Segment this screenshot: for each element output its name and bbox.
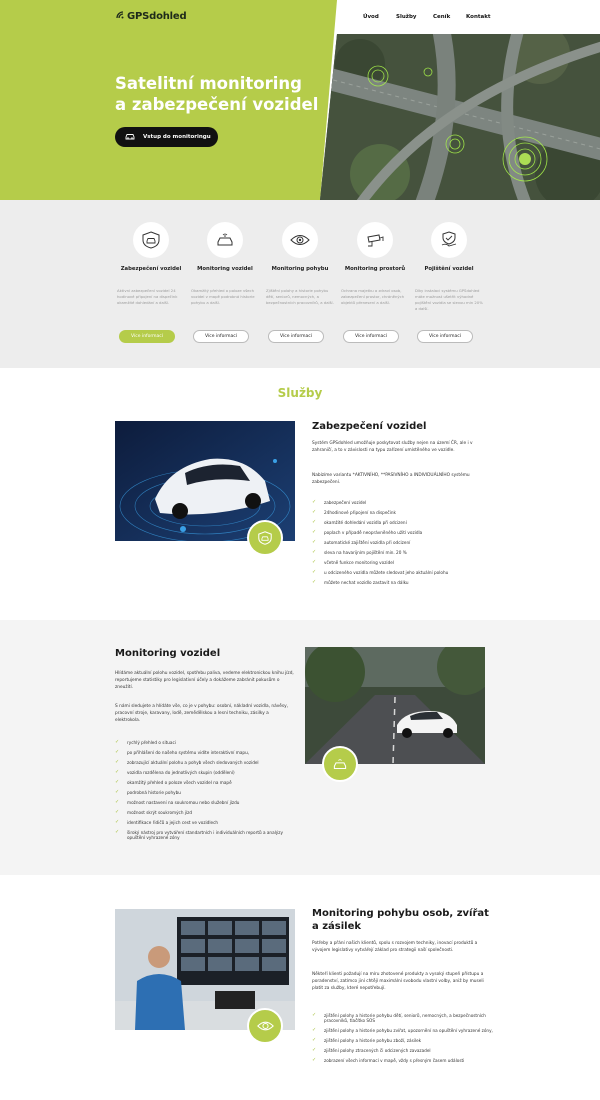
list-item: ✓ včetně funkce monitoring vozidel — [312, 559, 394, 565]
check-icon: ✓ — [115, 779, 120, 785]
check-icon: ✓ — [312, 1057, 317, 1063]
check-icon: ✓ — [115, 739, 120, 745]
feature-card-monitoring-prostoru: Monitoring prostorů Ochrana majetku a zdraví osob, zabezpečení prostor, chráněných objektů přenesení a další. Více informací — [341, 222, 409, 324]
check-icon: ✓ — [312, 529, 317, 535]
nav-item-sluzby[interactable]: Služby — [396, 14, 417, 20]
check-icon: ✓ — [312, 1037, 317, 1043]
check-icon: ✓ — [115, 829, 120, 835]
list-item: ✓ zobrazující aktuální polohu a pohyb všech sledovaných vozidel — [115, 759, 259, 765]
check-icon: ✓ — [312, 569, 317, 575]
feature-list-zabezpeceni — [312, 500, 502, 590]
car-shield-icon — [133, 222, 169, 258]
section-title-zabezpeceni: Zabezpečení vozidel — [312, 421, 427, 432]
check-icon: ✓ — [115, 769, 120, 775]
list-item: ✓ u odcizeného vozidla můžete sledovat jeho aktuální polohu — [312, 569, 449, 575]
list-item: ✓ automatické zajištění vozidla při odcizení — [312, 539, 411, 545]
hand-shield-icon — [431, 222, 467, 258]
section-text: Někteří klienti požadují na míru zhotovené produkty a vysoký stupeň přístupu a poradenství, zatímco jiní chtějí maximální svobodu vlastní volby, aniž by museli platit za služby, které nepotřebují. — [312, 972, 484, 991]
list-item: ✓ možnost skrýt soukromých jízd — [115, 809, 193, 815]
check-icon: ✓ — [115, 759, 120, 765]
check-icon: ✓ — [312, 549, 317, 555]
section-title-monitoring-pohybu: Monitoring pohybu osob, zvířat a zásilek — [312, 908, 489, 932]
monitoring-login-button[interactable]: Vstup do monitoringu — [115, 127, 218, 147]
brand-logo[interactable] — [116, 11, 186, 22]
feature-card-monitoring-pohybu: Monitoring pohybu Zjištění polohy a historie pohybu dětí, seniorů, nemocných, a bezpečnostních pracovníků, a další. Více informací — [266, 222, 334, 324]
check-icon: ✓ — [312, 499, 317, 505]
feature-card-monitoring-vozidel: Monitoring vozidel Okamžitý přehled o poloze všech vozidel v mapě podrobná historie pohybu a další. Více informací — [191, 222, 259, 324]
list-item: ✓ okamžitý přehled o poloze všech vozidel na mapě — [115, 779, 232, 785]
car-icon — [125, 133, 135, 142]
more-info-button[interactable]: Více informací — [343, 330, 399, 343]
section-text: Potřeby a přání našich klientů, spolu s rozvojem techniky, inovací produktů a vývojem legislativy vytvářejí základ pro strategii naší společnosti. — [312, 941, 478, 953]
car-signal-icon — [207, 222, 243, 258]
list-item: ✓ vozidla rozdělena do jednotlivých skupin (oddělení) — [115, 769, 235, 775]
hero-title: Satelitní monitoring a zabezpečení vozidel — [115, 74, 319, 114]
check-icon: ✓ — [312, 519, 317, 525]
list-item: ✓ zobrazení všech informací v mapě, vždy s přesným časem události — [312, 1057, 465, 1063]
check-icon: ✓ — [115, 809, 120, 815]
list-item: ✓ zabezpečení vozidel — [312, 499, 367, 505]
feature-list-monitoring-pohybu — [312, 1013, 497, 1068]
eye-icon — [282, 222, 318, 258]
check-icon: ✓ — [115, 749, 120, 755]
feature-list-monitoring-vozidel — [115, 740, 300, 845]
feature-card-pojisteni: Pojištění vozidel Díky instalaci systému GPSdohled máte možnost ušetřit výhodné pojištění vozidla se slevou min 20% a další. Více informací — [415, 222, 483, 324]
more-info-button[interactable]: Více informací — [193, 330, 249, 343]
signal-icon — [116, 11, 125, 22]
list-item: ✓ sleva na havarijním pojištění min. 20 % — [312, 549, 407, 555]
features-section — [0, 200, 600, 368]
section-monitoring-vozidel-bg — [0, 620, 600, 875]
list-item: ✓ možnost nastavení na soukromou nebo služební jízdu — [115, 799, 240, 805]
logo-text: GPSdohled — [127, 11, 187, 22]
list-item: ✓ okamžité dohledání vozidla při odcizení — [312, 519, 407, 525]
car-signal-badge-icon — [322, 746, 358, 782]
more-info-button[interactable]: Více informací — [268, 330, 324, 343]
car-shield-badge-icon — [247, 520, 283, 556]
list-item: ✓ zjištění polohy a historie pohybu zboží, zásilek — [312, 1037, 422, 1043]
nav-item-uvod[interactable]: Úvod — [363, 14, 379, 20]
list-item: ✓ široký nástroj pro vytváření standartních i individuálních reportů a analýzy opuštění vyhrazené zóny — [115, 829, 283, 840]
list-item: ✓ rychlý přehled o situaci — [115, 739, 176, 745]
list-item: ✓ identifikace řidičů a jejich cest ve vozidlech — [115, 819, 219, 825]
section-text: S námi sledujete a hlídáte vše, co je v pohybu: osobní, nákladní vozidla, návěsy, pracovní stroje, karavany, lodě, zemědělskou a lesní techniku, zásilky a elektrokola. — [115, 704, 289, 723]
check-icon: ✓ — [312, 509, 317, 515]
check-icon: ✓ — [312, 1027, 317, 1033]
main-nav — [346, 0, 600, 34]
camera-icon — [357, 222, 393, 258]
hero-section — [0, 0, 600, 200]
services-heading: Služby — [277, 386, 323, 400]
list-item: ✓ můžete nechat vozidlo zastavit na dálku — [312, 579, 409, 585]
section-text: Hlídáme aktuální polohu vozidel, spotřebu paliva, vedeme elektronickou knihu jízd, reportujeme statistiky pro legislativní účely a dokážeme zabránit pokusům o zneužití. — [115, 671, 294, 690]
check-icon: ✓ — [115, 819, 120, 825]
check-icon: ✓ — [312, 1012, 317, 1018]
eye-badge-icon — [247, 1008, 283, 1044]
section-title-monitoring-vozidel: Monitoring vozidel — [115, 648, 221, 659]
list-item: ✓ podrobná historie pohybu — [115, 789, 181, 795]
nav-item-cenik[interactable]: Ceník — [433, 14, 451, 20]
list-item: ✓ poplach v případě neoprávněného užití vozidla — [312, 529, 423, 535]
check-icon: ✓ — [312, 539, 317, 545]
check-icon: ✓ — [312, 1047, 317, 1053]
list-item: ✓ zjištění polohy a historie pohybu dětí, seniorů, nemocných, a bezpečnostních pracovníků, tlačítko SOS — [312, 1012, 486, 1023]
more-info-button[interactable]: Více informací — [119, 330, 175, 343]
list-item: ✓ po přihlášení do našeho systému vidíte interaktivní mapu, — [115, 749, 250, 755]
section-text: Systém GPSdohled umožňuje poskytovat služby nejen na území ČR, ale i v zahraničí, a to v závislosti na typu zařízení umístěného ve vozidle. — [312, 441, 473, 453]
nav-item-kontakt[interactable]: Kontakt — [466, 14, 491, 20]
list-item: ✓ zjištění polohy a historie pohybu zvířat, upozornění na opuštění vyhrazené zóny, — [312, 1027, 493, 1033]
list-item: ✓ zjištění polohy ztracených či odcizených zavazadel — [312, 1047, 431, 1053]
check-icon: ✓ — [312, 579, 317, 585]
section-text: Nabízíme variantu *AKTIVNÍHO, **PASIVNÍHO a INDIVIDUÁLNÍHO systému zabezpečení. — [312, 473, 470, 485]
feature-card-zabezpeceni: Zabezpečení vozidel Aktivní zabezpečení vozidel 24 hodinové připojení na dispečink okamžité dohledání a další. Více informací — [117, 222, 185, 324]
more-info-button[interactable]: Více informací — [417, 330, 473, 343]
list-item: ✓ 24hodinové připojení na dispečink — [312, 509, 396, 515]
hero-highway-photo — [320, 34, 600, 200]
check-icon: ✓ — [312, 559, 317, 565]
check-icon: ✓ — [115, 799, 120, 805]
check-icon: ✓ — [115, 789, 120, 795]
